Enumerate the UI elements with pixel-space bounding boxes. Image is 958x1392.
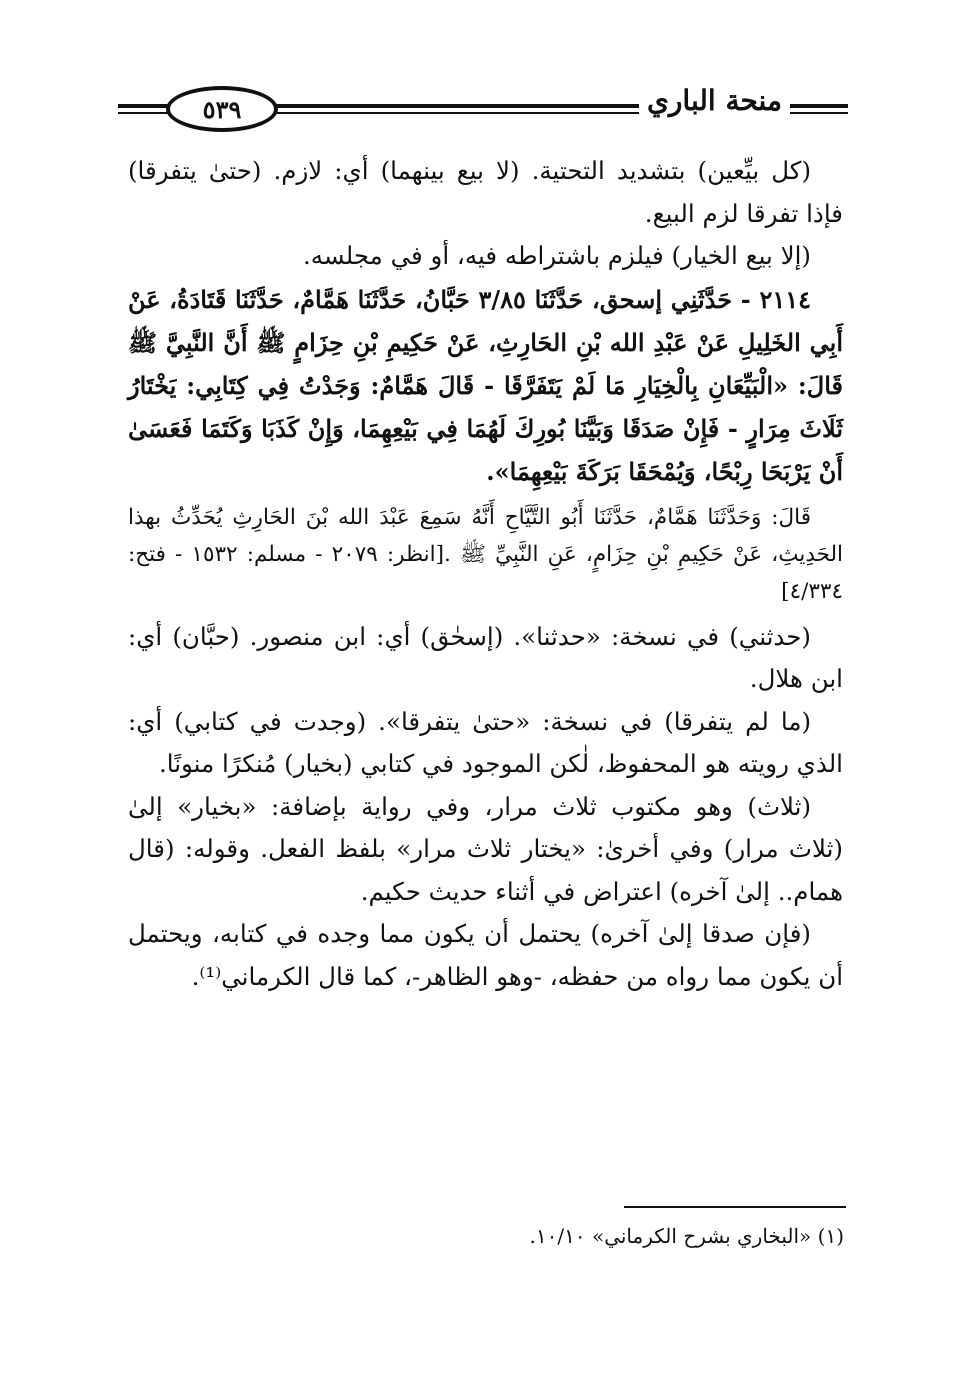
- commentary-paragraph: (إلا بيع الخيار) فيلزم باشتراطه فيه، أو في مجلسه.: [302, 241, 811, 270]
- commentary-paragraph: (فإن صدقا إلىٰ آخره) يحتمل أن يكون مما وجده في كتابه، ويحتمل أن يكون مما رواه من حفظه، -وهو الظاهر-، كما قال الكرماني⁽¹⁾.: [128, 919, 843, 991]
- commentary-paragraph: (ما لم يتفرقا) في نسخة: «حتىٰ يتفرقا». (وجدت في كتابي) أي: الذي رويته هو المحفوظ، لٰكن الموجود في كتابي (بخيار) مُنكرًا منونًا.: [128, 706, 843, 778]
- book-title: منحة الباري: [639, 84, 790, 117]
- page-body: [128, 150, 843, 998]
- hadith-chain-text: قَالَ: وَحَدَّثَنَا هَمَّامٌ، حَدَّثَنَا أَبُو التَّيَّاحِ أَنَّهُ سَمِعَ عَبْدَ الله بْنَ الحَارِثِ يُحَدِّثُ بهذا الحَدِيثِ، عَنْ حَكِيمِ بْنِ حِزَامٍ، عَنِ النَّبِيِّ ﷺ .[انظر: ٢٠٧٩ - مسلم: ١٥٣٢ - فتح: ٤/٣٣٤]: [128, 504, 844, 604]
- commentary-paragraph: (كل بيِّعين) بتشديد التحتية. (لا بيع بينهما) أي: لازم. (حتىٰ يتفرقا) فإذا تفرقا لزم البيع.: [128, 156, 843, 228]
- page-number: ٥٣٩: [166, 86, 278, 132]
- footnote: (١) «البخاري بشرح الكرماني» ١٠/١٠.: [529, 1224, 844, 1248]
- page-header: [118, 80, 848, 136]
- footnote-rule: [624, 1206, 846, 1208]
- commentary-paragraph: (حدثني) في نسخة: «حدثنا». (إسحٰق) أي: ابن منصور. (حبَّان) أي: ابن هلال.: [128, 621, 843, 693]
- commentary-paragraph: (ثلاث) وهو مكتوب ثلاث مرار، وفي رواية بإضافة: «بخيار» إلىٰ (ثلاث مرار) وفي أخرىٰ: «يختار ثلاث مرار» بلفظ الفعل. وقوله: (قال همام.. إلىٰ آخره) اعتراض في أثناء حديث حكيم.: [128, 791, 843, 906]
- hadith-text: ٢١١٤ - حَدَّثَنِي إسحق، حَدَّثَنَا ٣/٨٥ حَبَّانُ، حَدَّثَنَا هَمَّامٌ، حَدَّثَنَا قَتَادَةُ، عَنْ أَبِي الخَلِيلِ عَنْ عَبْدِ الله بْنِ الحَارِثِ، عَنْ حَكِيمِ بْنِ حِزَامٍ ﷺ أَنَّ النَّبِيَّ ﷺ قَالَ: «الْبَيِّعَانِ بِالْخِيَارِ مَا لَمْ يَتَفَرَّقَا - قَالَ هَمَّامٌ: وَجَدْتُ فِي كِتَابِي: يَخْتَارُ ثَلَاثَ مِرَارٍ - فَإِنْ صَدَقَا وَبَيَّنَا بُورِكَ لَهُمَا فِي بَيْعِهِمَا، وَإِنْ كَذَبَا وَكَتَمَا فَعَسَىٰ أَنْ يَرْبَحَا رِبْحًا، وَيُمْحَقَا بَرَكَةَ بَيْعِهِمَا».: [128, 284, 843, 486]
